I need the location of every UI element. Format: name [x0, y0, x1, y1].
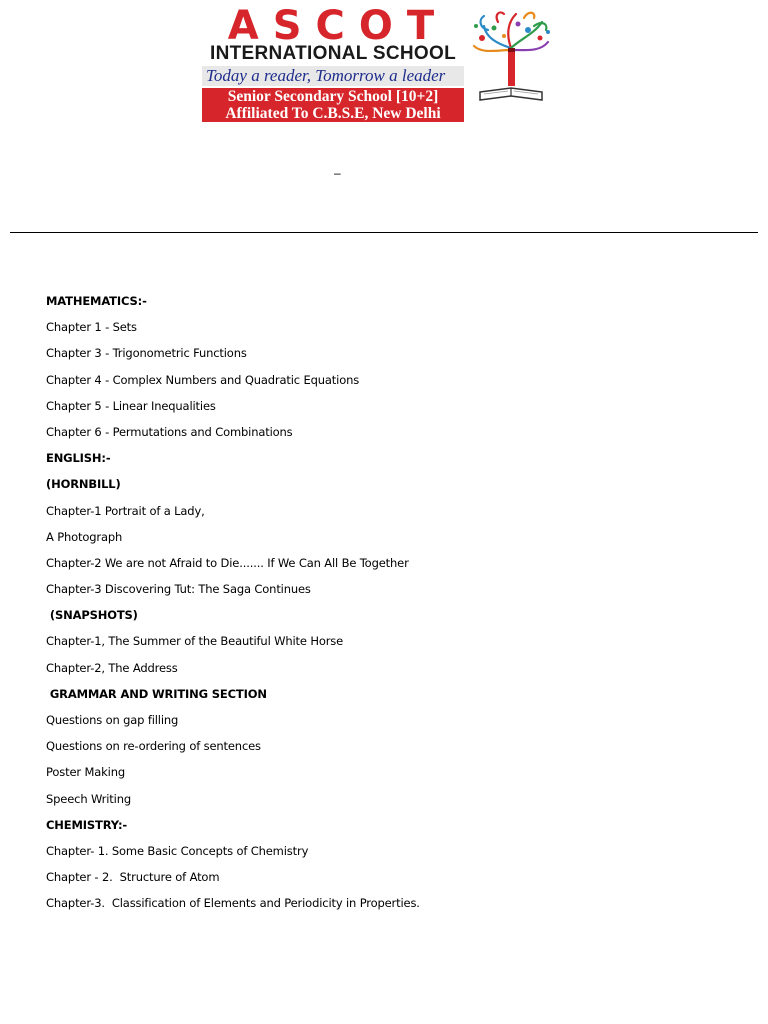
chapter-line: Chapter 5 - Linear Inequalities — [46, 398, 216, 413]
chapter-line: Chapter-2, The Address — [46, 660, 178, 675]
logo-band-line2: Affiliated To C.B.S.E, New Delhi — [202, 105, 464, 122]
logo-band-line1: Senior Secondary School [10+2] — [202, 88, 464, 105]
chapter-line: Questions on gap filling — [46, 713, 179, 727]
chapter-line: Chapter-3 Discovering Tut: The Saga Continues — [46, 582, 311, 597]
chapter-line: Speech Writing — [46, 791, 131, 806]
section-heading: (SNAPSHOTS) — [46, 608, 138, 623]
tree-book-icon — [468, 8, 554, 106]
chapter-line: Chapter - 2. Structure of Atom — [46, 870, 220, 885]
chapter-line: Chapter 1 - Sets — [46, 320, 137, 335]
chapter-line: Chapter 4 - Complex Numbers and Quadratic Equations — [46, 372, 360, 387]
logo-title: ASCOT — [227, 3, 449, 49]
chapter-line: Chapter-3. Classification of Elements and Periodicity in Properties. — [46, 896, 420, 911]
chapter-line: Chapter 3 - Trigonometric Functions — [46, 346, 247, 361]
section-heading: CHEMISTRY:- — [46, 817, 128, 832]
section-heading: (HORNBILL) — [46, 477, 121, 492]
section-heading: MATHEMATICS:- — [46, 294, 147, 308]
section-heading: ENGLISH:- — [46, 451, 111, 466]
chapter-line: Chapter-1 Portrait of a Lady, — [46, 503, 205, 518]
chapter-line: Questions on re-ordering of sentences — [46, 739, 261, 754]
chapter-line: Chapter-2 We are not Afraid to Die....... If We Can All Be Together — [46, 555, 409, 570]
chapter-line: Poster Making — [46, 765, 125, 780]
section-heading: GRAMMAR AND WRITING SECTION — [46, 686, 267, 701]
logo-text-block — [202, 3, 464, 122]
chapter-line: Chapter 6 - Permutations and Combinations — [46, 424, 293, 439]
syllabus-content — [46, 291, 746, 920]
chapter-line: A Photograph — [46, 529, 123, 544]
horizontal-rule — [10, 232, 758, 233]
school-logo — [198, 3, 562, 122]
logo-subtitle: INTERNATIONAL SCHOOL — [210, 43, 456, 64]
header-dash: – — [334, 166, 341, 180]
logo-tagline: Today a reader, Tomorrow a leader — [202, 66, 464, 86]
chapter-line: Chapter-1, The Summer of the Beautiful White Horse — [46, 634, 344, 649]
chapter-line: Chapter- 1. Some Basic Concepts of Chemistry — [46, 843, 309, 858]
